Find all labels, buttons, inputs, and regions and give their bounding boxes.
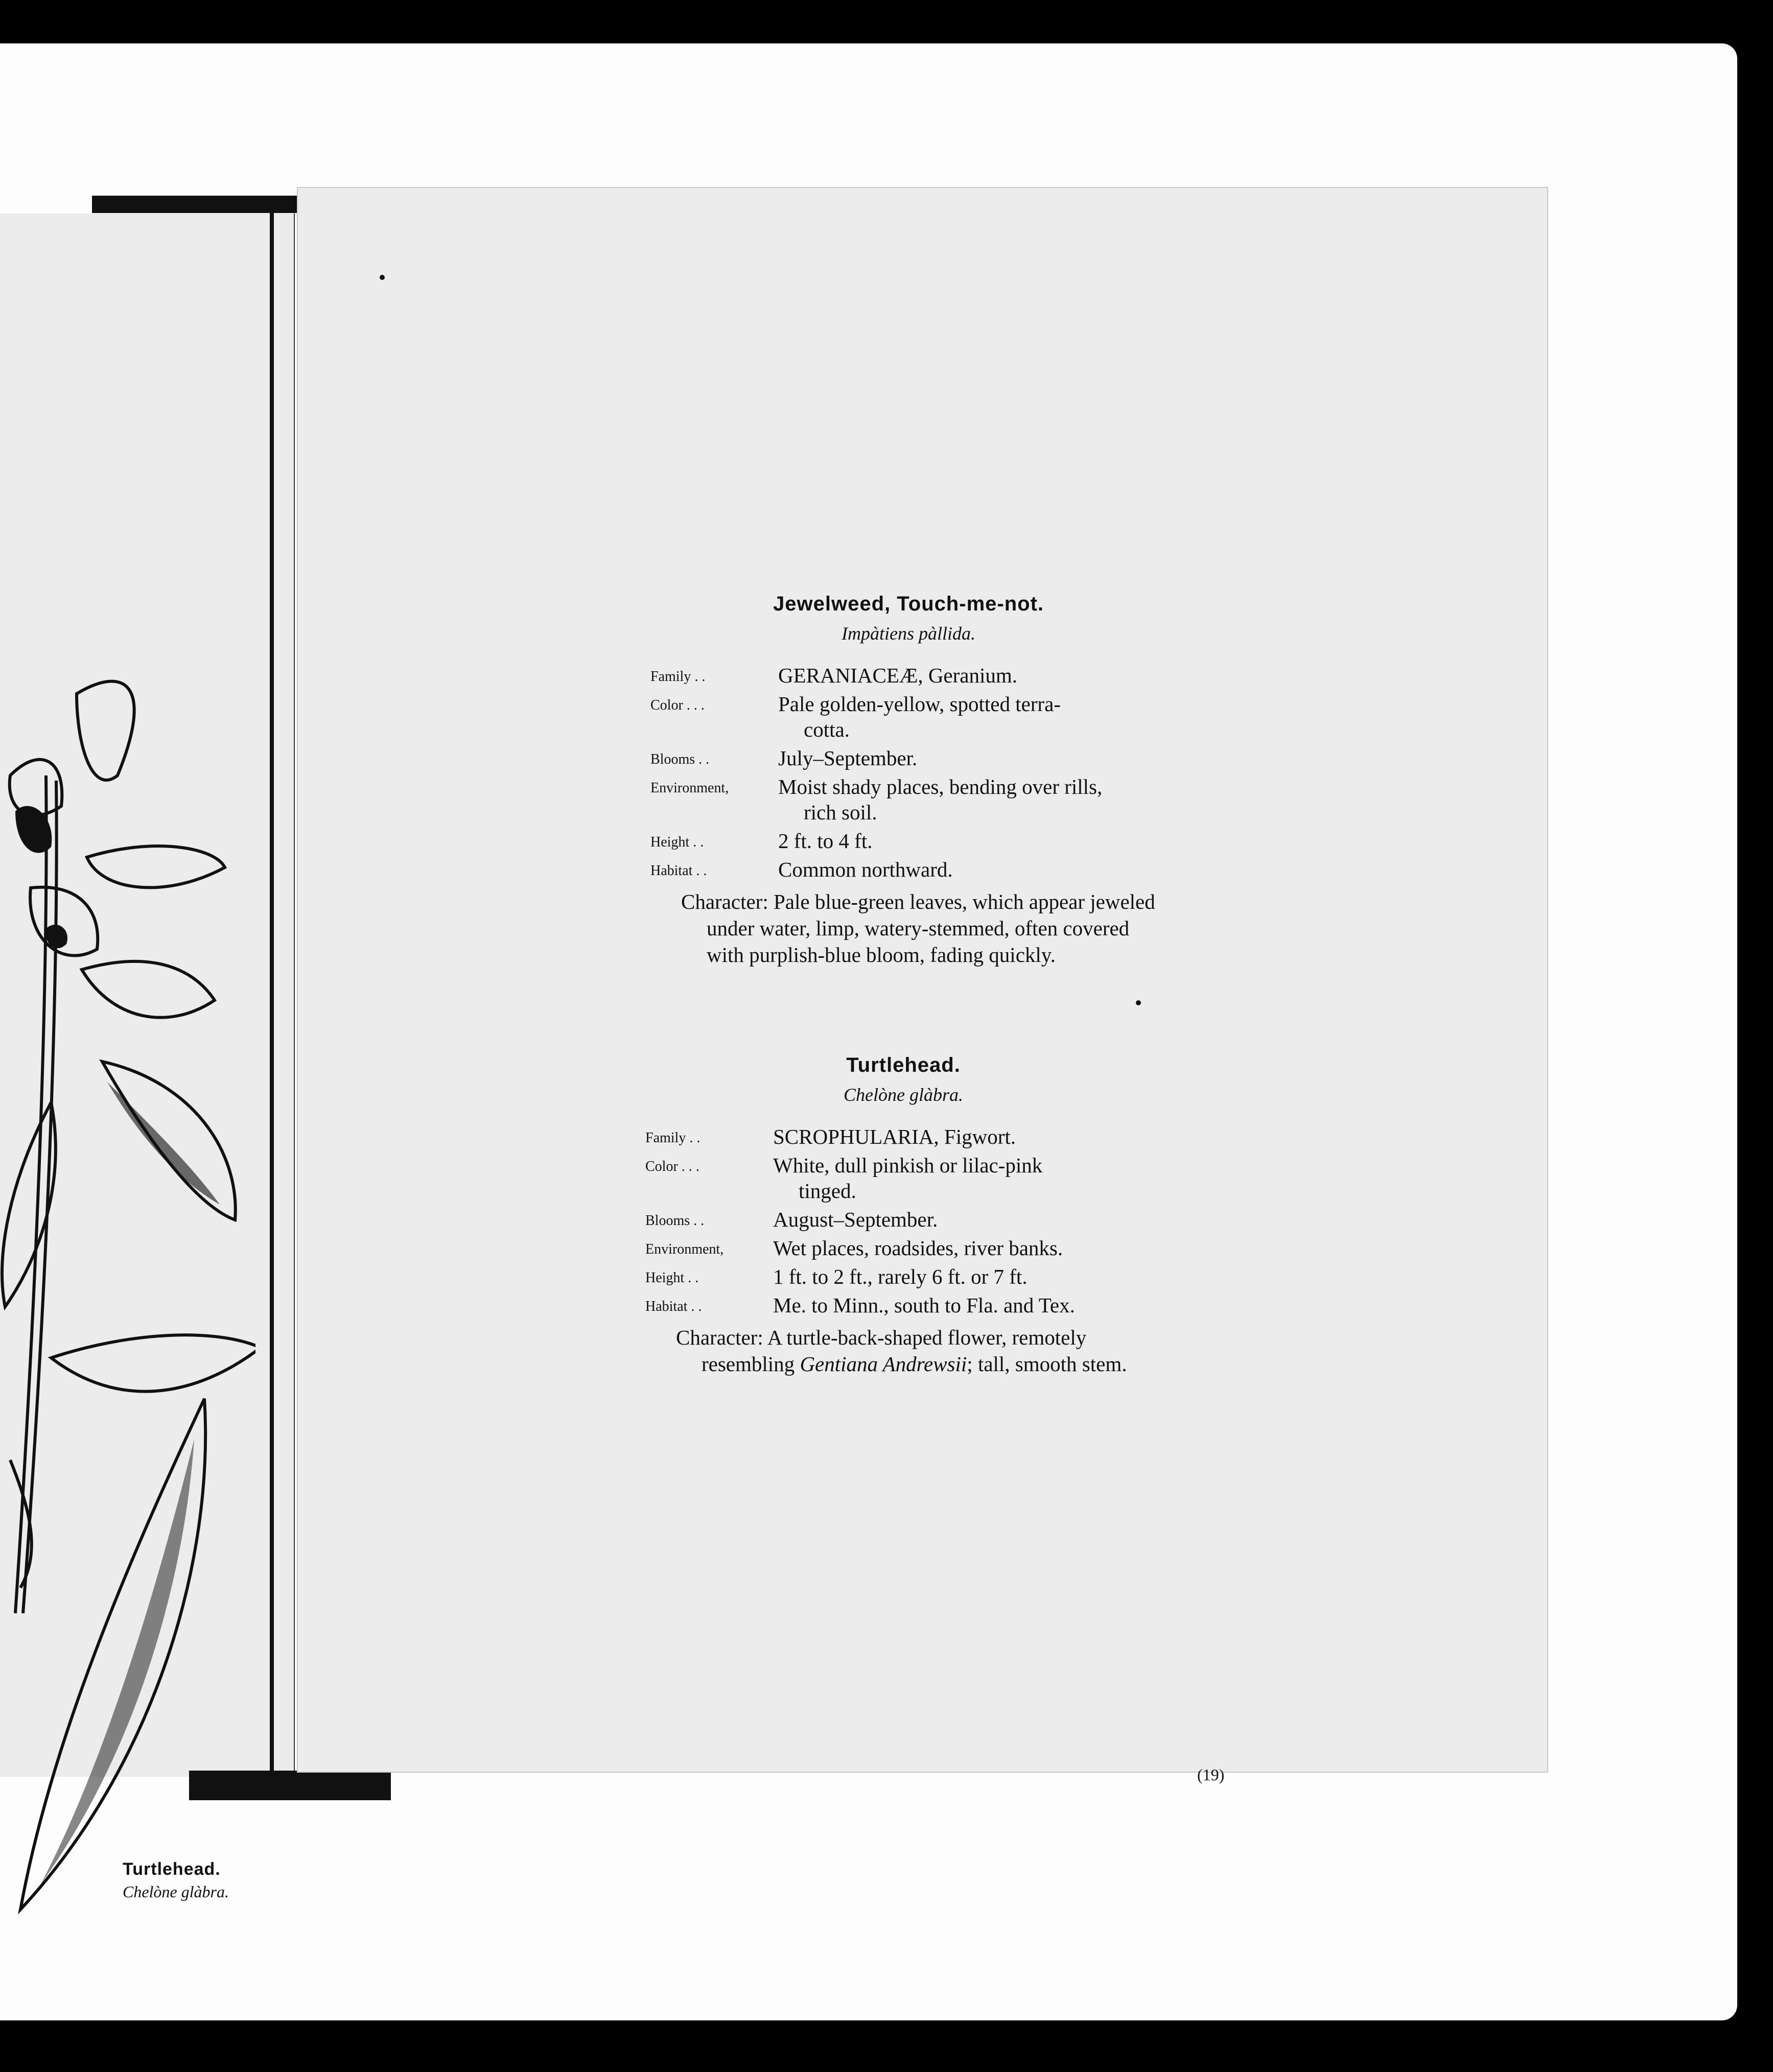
field-value-text: 2 ft. to 4 ft. xyxy=(778,829,873,853)
speck xyxy=(380,275,385,280)
turtlehead-illustration xyxy=(0,643,255,1920)
field-value-text: Me. to Minn., south to Fla. and Tex. xyxy=(773,1293,1075,1317)
field-value xyxy=(778,828,1167,854)
field-value-continuation: tinged. xyxy=(799,1179,856,1203)
field-row-habitat xyxy=(645,1292,1161,1318)
page-number: (19) xyxy=(1197,1765,1225,1784)
character-text-end: ; tall, smooth stem. xyxy=(967,1352,1127,1376)
entry-heading: Jewelweed, Touch-me-not. xyxy=(773,593,1044,615)
field-value-text: August–September. xyxy=(773,1208,938,1231)
text-page xyxy=(298,188,1547,1784)
field-value-text: GERANIACEÆ, Geranium. xyxy=(778,664,1018,687)
field-label: Color . . . xyxy=(650,697,705,713)
field-row-height xyxy=(645,1264,1161,1289)
field-value-text: SCROPHULARIA, Figwort. xyxy=(773,1125,1016,1148)
field-value-text: July–September. xyxy=(778,746,918,770)
field-label: Height . . xyxy=(645,1270,699,1286)
character-text: Character: A turtle-back-shaped flower, remotely resembling xyxy=(676,1326,1087,1376)
field-value xyxy=(773,1264,1161,1289)
field-row-blooms xyxy=(645,1207,1161,1232)
plate-caption-name: Turtlehead. xyxy=(123,1859,221,1879)
entry-latin-name: Chelòne glàbra. xyxy=(844,1085,963,1105)
field-value xyxy=(778,663,1167,688)
field-label: Habitat . . xyxy=(645,1299,702,1314)
field-value xyxy=(778,857,1167,882)
mount-tab-top xyxy=(92,196,301,213)
entry-character xyxy=(671,1324,1161,1377)
field-value xyxy=(778,745,1167,771)
character-species: Gentiana Andrewsii xyxy=(800,1352,967,1376)
field-row-family xyxy=(645,1124,1161,1149)
field-label: Family . . xyxy=(645,1130,701,1146)
field-row-blooms xyxy=(650,745,1167,771)
plate-caption xyxy=(123,1859,229,1901)
field-row-color xyxy=(645,1152,1161,1204)
field-value-text: White, dull pinkish or lilac-pink xyxy=(773,1153,1043,1177)
entry-character: Character: Pale blue-green leaves, which appear jeweled under water, limp, watery-stemmed, often covered with purplish-blue bloom, fading quickly. xyxy=(681,890,1155,967)
field-value-text: 1 ft. to 2 ft., rarely 6 ft. or 7 ft. xyxy=(773,1265,1028,1288)
field-row-family xyxy=(650,663,1167,688)
field-value xyxy=(773,1235,1161,1261)
entry-heading: Turtlehead. xyxy=(846,1054,961,1076)
field-label: Habitat . . xyxy=(650,863,707,879)
mount-tab-bottom xyxy=(189,1771,391,1800)
entry-turtlehead xyxy=(645,1054,1161,1377)
speck xyxy=(1136,1000,1141,1005)
field-label: Family . . xyxy=(650,669,706,685)
entry-jewelweed xyxy=(650,593,1167,968)
field-row-environment xyxy=(645,1235,1161,1261)
field-row-color xyxy=(650,691,1167,742)
field-value xyxy=(773,1152,1161,1204)
plate-caption-latin: Chelòne glàbra. xyxy=(123,1882,229,1901)
field-row-habitat xyxy=(650,857,1167,882)
field-value xyxy=(778,774,1167,825)
field-label: Height . . xyxy=(650,834,704,850)
field-value xyxy=(778,691,1167,742)
field-value-text: Common northward. xyxy=(778,858,953,881)
field-label: Blooms . . xyxy=(645,1213,705,1229)
binding-line xyxy=(270,207,274,1775)
field-row-height xyxy=(650,828,1167,854)
field-value xyxy=(773,1292,1161,1318)
field-value-text: Pale golden-yellow, spotted terra- xyxy=(778,692,1061,716)
field-label: Environment, xyxy=(645,1241,724,1257)
field-value-continuation: rich soil. xyxy=(804,800,877,824)
field-value xyxy=(773,1207,1161,1232)
field-label: Color . . . xyxy=(645,1159,699,1174)
field-row-environment xyxy=(650,774,1167,825)
field-value-text: Moist shady places, bending over rills, xyxy=(778,775,1103,798)
field-value xyxy=(773,1124,1161,1149)
field-label: Blooms . . xyxy=(650,751,710,767)
entry-latin-name: Impàtiens pàllida. xyxy=(842,623,975,644)
left-plate-page xyxy=(0,214,295,1901)
field-value-text: Wet places, roadsides, river banks. xyxy=(773,1236,1063,1260)
field-label: Environment, xyxy=(650,780,729,796)
field-value-continuation: cotta. xyxy=(804,718,850,741)
